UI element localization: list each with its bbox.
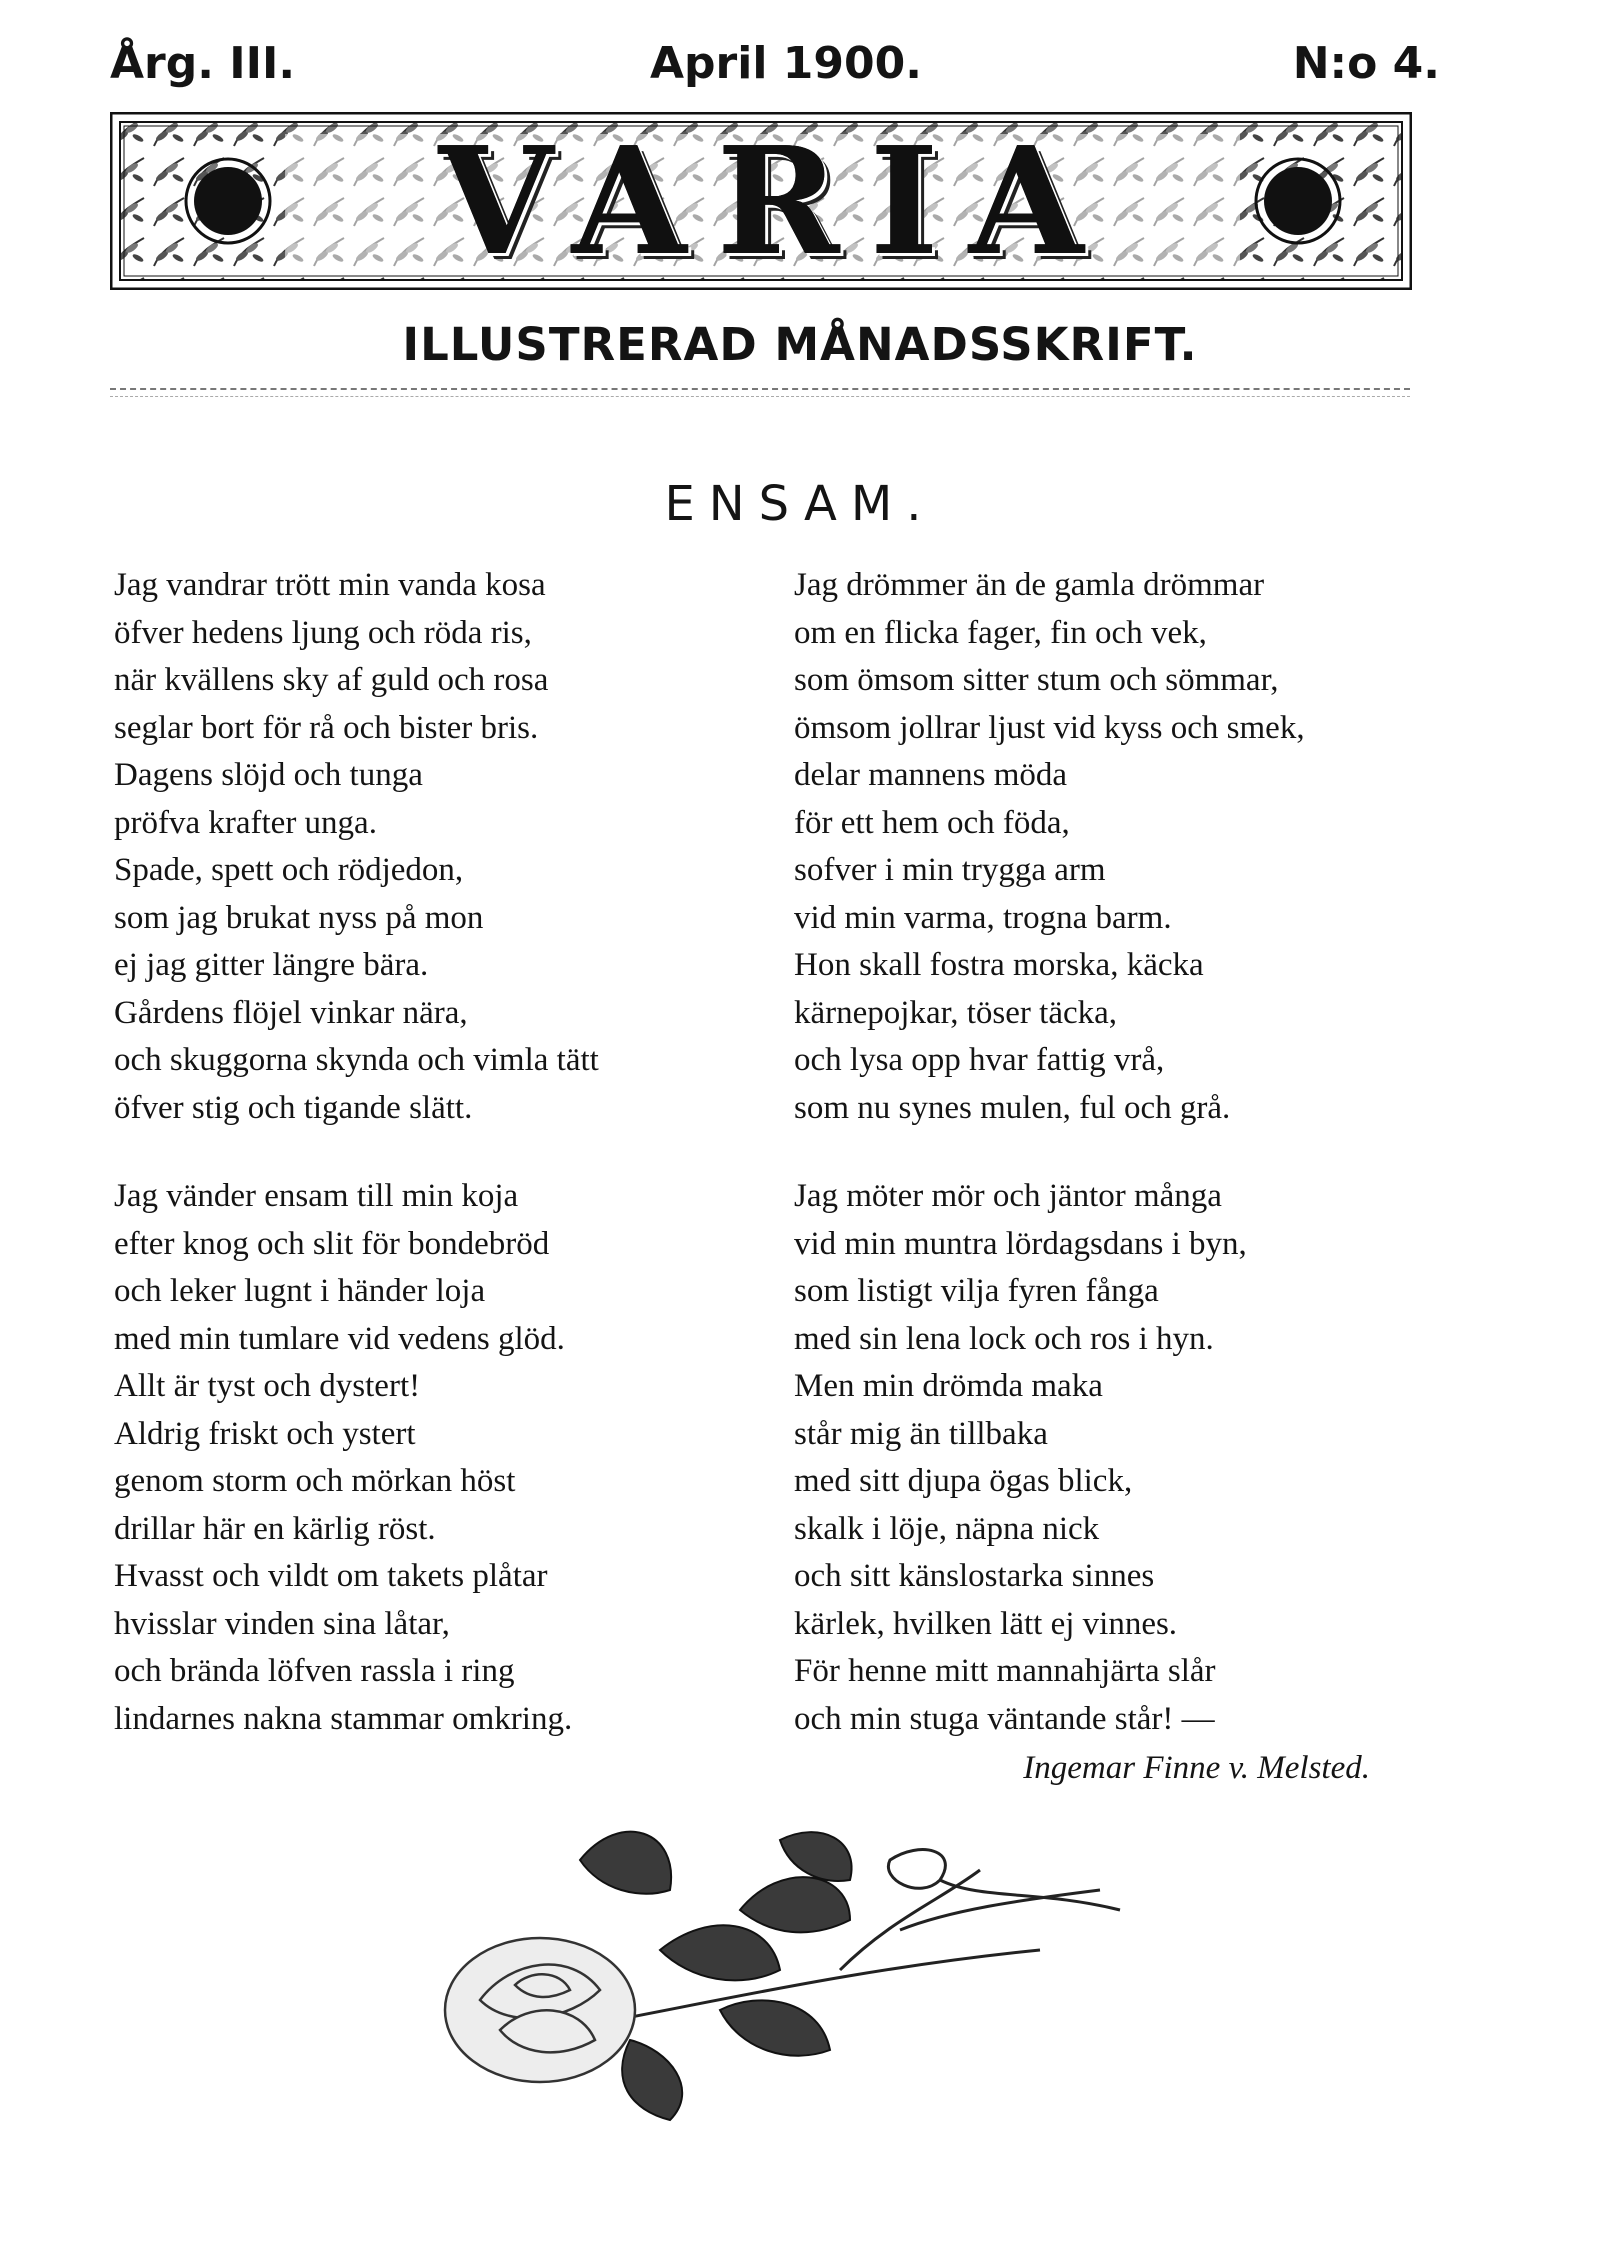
poem-line: när kvällens sky af guld och rosa [114,662,549,698]
poem-line: delar mannens möda [794,757,1068,793]
issue-year: Årg. III. [110,38,296,89]
poem-line: öfver stig och tigande slätt. [114,1089,473,1126]
issue-header [110,38,1440,98]
poem-line: kärnepojkar, töser täcka, [794,994,1118,1031]
poem-line: och skuggorna skynda och vimla tätt [114,1042,599,1078]
poem-line: som listigt vilja fyren fånga [794,1273,1159,1309]
poem-line: som nu synes mulen, ful och grå. [794,1089,1231,1126]
poem-line: kärlek, hvilken lätt ej vinnes. [794,1605,1178,1642]
poem-line: Allt är tyst och dystert! [114,1368,421,1404]
poem-author: Ingemar Finne v. Melsted. [1023,1750,1370,1786]
poem-line: hvisslar vinden sina låtar, [114,1605,450,1642]
poem-line: efter knog och slit för bondebröd [114,1225,550,1262]
poem-line: Jag möter mör och jäntor många [794,1178,1222,1214]
poem-line: ej jag gitter längre bära. [114,947,429,983]
issue-date: April 1900. [650,38,922,89]
poem-line: Spade, spett och rödjedon, [114,852,464,888]
rose-icon [420,1800,1150,2160]
poem-line: som ömsom sitter stum och sömmar, [794,662,1279,698]
poem-line: med min tumlare vid vedens glöd. [114,1320,565,1357]
poem-line: och sitt känslostarka sinnes [794,1558,1155,1594]
masthead-title-wrap [110,112,1412,290]
divider-rule [110,388,1410,397]
masthead-subtitle: ILLUSTRERAD MÅNADSSKRIFT. [402,318,1198,371]
poem-line: drillar här en kärlig röst. [114,1510,436,1547]
poem-line: och min stuga väntande står! — [794,1700,1215,1737]
poem-line: vid min muntra lördagsdans i byn, [794,1225,1247,1262]
poem-stanza [794,1173,1305,1743]
poem-line: med sitt djupa ögas blick, [794,1463,1133,1499]
poem-line: vid min varma, trogna barm. [794,899,1172,936]
poem-left-column [114,562,599,1784]
poem-line: för ett hem och föda, [794,804,1070,841]
poem-title: ENSAM. [664,476,936,532]
rose-illustration [420,1800,1150,2160]
poem-line: sofver i min trygga arm [794,852,1106,888]
poem-stanza [114,1173,599,1743]
poem-line: med sin lena lock och ros i hyn. [794,1320,1214,1357]
poem-line: Aldrig friskt och ystert [114,1415,416,1452]
poem-line: seglar bort för rå och bister bris. [114,709,539,746]
poem-line: Jag drömmer än de gamla drömmar [794,567,1265,603]
poem-line: som jag brukat nyss på mon [114,899,484,936]
poem-line: skalk i löje, näpna nick [794,1510,1100,1547]
poem-line: Hvasst och vildt om takets plåtar [114,1558,548,1594]
poem-line: står mig än tillbaka [794,1415,1048,1452]
poem-line: Hon skall fostra morska, käcka [794,947,1204,983]
poem-line: Dagens slöjd och tunga [114,757,423,793]
poem-line: Men min drömda maka [794,1368,1103,1404]
poem-line: ömsom jollrar ljust vid kyss och smek, [794,709,1305,746]
poem-line: lindarnes nakna stammar omkring. [114,1700,573,1737]
poem-line: om en flicka fager, fin och vek, [794,614,1207,651]
poem-line: och lysa opp hvar fattig vrå, [794,1042,1165,1078]
poem-line: Gårdens flöjel vinkar nära, [114,994,468,1031]
poem-line: Jag vänder ensam till min koja [114,1178,519,1214]
poem-line: Jag vandrar trött min vanda kosa [114,567,546,603]
masthead-title: VARIA [438,114,1114,288]
poem-stanza [794,562,1305,1132]
poem-right-column [794,562,1305,1784]
poem-line: genom storm och mörkan höst [114,1463,516,1499]
poem-line: och leker lugnt i händer loja [114,1273,486,1309]
masthead-banner [110,112,1412,290]
poem-line: pröfva krafter unga. [114,804,377,841]
issue-number: N:o 4. [1292,38,1440,89]
poem-line: öfver hedens ljung och röda ris, [114,614,532,651]
poem-line: För henne mitt mannahjärta slår [794,1653,1216,1689]
poem-line: och brända löfven rassla i ring [114,1653,515,1689]
poem-stanza [114,562,599,1132]
